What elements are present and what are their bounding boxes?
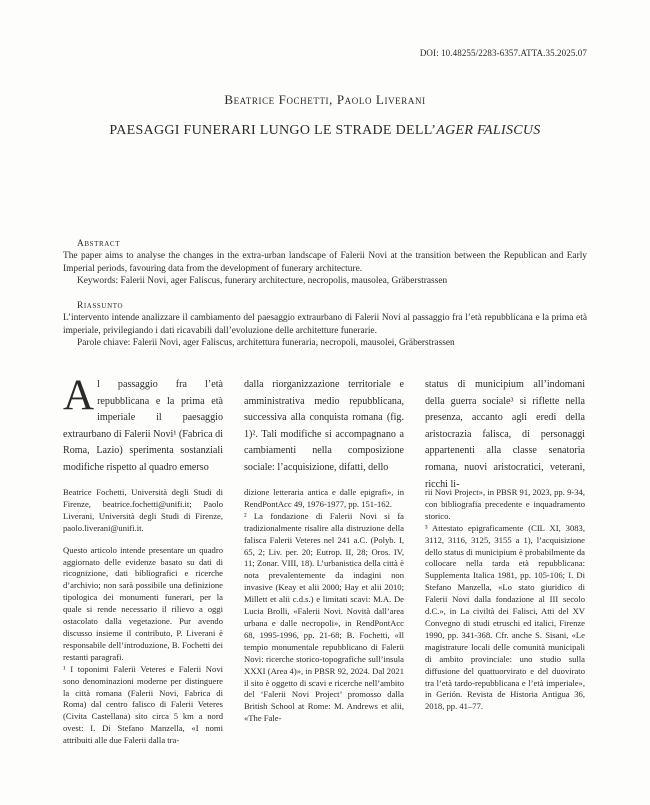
riassunto-keywords: Parole chiave: Falerii Novi, ager Faliscus, architettura funeraria, necropoli, mausolei, Gräberstrassen bbox=[77, 338, 455, 349]
abstract-text: The paper aims to analyse the changes in the extra-urban landscape of Falerii Novi at the transition between the Republican and Early Imperial periods, favouring data from the development of funerary architecture. bbox=[63, 251, 587, 274]
footnote-3: ³ Attestato epigraficamente (CIL XI, 3083, 3112, 3116, 3125, 3155 a 1), l’acquisizione dello status di municipium è probabilmente da collocare nella tarda età repubblicana: Supplementa Italica 1981, pp. 105-106; I. Di Stefano Manzella, «Lo stato giuridico di Falerii Novi dalla fondazione al III secolo d.C.», in La civiltà dei Falisci, Atti del XV Convegno di studi etruschi ed italici, Firenze 1990, pp. 341-368. Cfr. anche S. Sisani, «Le magistrature locali delle comunità municipali di ambito provinciale: uno studio sulla diffusione del quattuorvirato e del duovirato tra l’età tardo-repubblicana e l’età imperiale», in Gerión. Revista de Historia Antigua 36, 2018, pp. 41–77. bbox=[425, 522, 585, 712]
footnotes-column-3 bbox=[425, 487, 585, 713]
riassunto-text: L’intervento intende analizzare il cambiamento del paesaggio extraurbano di Falerii Novi al passaggio fra l’età repubblicana e la prima età imperiale, privilegiando i dati ricavabili dall’evoluzione delle architetture funerarie. bbox=[63, 313, 587, 336]
author-affiliations: Beatrice Fochetti, Università degli Studi di Firenze, beatrice.fochetti@unifi.it; Paolo Liverani, Università degli Studi di Firenze, paolo.liverani@unifi.it. bbox=[63, 487, 223, 533]
abstract-keywords: Keywords: Falerii Novi, ager Faliscus, funerary architecture, necropolis, mausolea, Gräberstrassen bbox=[77, 276, 448, 287]
body-column-1 bbox=[63, 372, 223, 477]
riassunto-heading: Riassunto bbox=[77, 301, 124, 311]
body-col1-text: l passaggio fra l’età repubblicana e la prima età imperiale il paesaggio extraurbano di Falerii Novi¹ (Fabrica di Roma, Lazio) sperimenta sostanziali modifiche rispetto al quadro emerso bbox=[63, 379, 223, 473]
title-italic: AGER FALISCUS bbox=[436, 123, 541, 138]
abstract-block bbox=[63, 238, 587, 288]
title-main: PAESAGGI FUNERARI LUNGO LE STRADE DELL’ bbox=[109, 123, 437, 138]
footnote-2: ² La fondazione di Falerii Novi si fa tradizionalmente risalire alla distruzione della falisca Falerii Veteres nel 241 a.C. (Polyb. I, 65, 2; Liv. per. 20; Eutrop. II, 28; Oros. IV, 11; Zonar. VIII, 18). L’urbanistica della città è nota prevalentemente da indagini non invasive (Keay et alii 2000; Hay et alii 2010; Millett et alii c.d.s.) e limitati scavi: M.A. De Lucia Brolli, «Falerii Novi. Novità dall’area urbana e dalle necropoli», in RendPontAcc 68, 1995-1996, pp. 21-68; B. Fochetti, «Il tempio monumentale repubblicano di Falerii Novi: ricerche storico-topografiche sull’insula XXXI (Area 4)», in PBSR 92, 2024. Dal 2021 il sito è oggetto di scavi e ricerche nell’ambito del ‘Falerii Novi Project’ promosso dalla British School at Rome: M. Andrews et alii, «The Fale- bbox=[244, 510, 404, 724]
footnotes-column-1 bbox=[63, 487, 223, 747]
body-column-3 bbox=[425, 377, 585, 493]
article-title bbox=[0, 123, 650, 139]
doi-label: DOI: 10.48255/2283-6357.ATTA.35.2025.07 bbox=[419, 48, 587, 58]
authors: Beatrice Fochetti, Paolo Liverani bbox=[224, 92, 426, 107]
footnote-2-continued: rii Novi Project», in PBSR 91, 2023, pp. 9-34, con bibliografia precedente e inquadramento storico. bbox=[425, 487, 585, 521]
footnote-1-continued: dizione letteraria antica e dalle epigrafi», in RendPontAcc 49, 1976-1977, pp. 151-162. bbox=[244, 487, 404, 509]
drop-cap: A bbox=[63, 372, 95, 419]
body-col2-text: dalla riorganizzazione territoriale e amministrativa medio repubblicana, successiva alla conquista romana (fig. 1)². Tali modifiche si accompagnano a cambiamenti nella composizione sociale: l’acquisizione, difatti, dello bbox=[244, 379, 404, 473]
footnote-1: ¹ I toponimi Falerii Veteres e Falerii Novi sono denominazioni moderne per distinguere la città romana (Falerii Novi, Fabrica di Roma) dal centro falisco di Falerii Veteres (Civita Castellana) sito circa 5 km a nord ovest: I. Di Stefano Manzella, «I nomi attribuiti alle due Falerii dalla tra- bbox=[63, 663, 223, 746]
footnotes-column-2 bbox=[244, 487, 404, 725]
body-col3-text: status di municipium all’indomani della guerra sociale³ si riflette nella presenza, accanto agli eredi della aristocrazia falisca, di personaggi appartenenti alla classe senatoria romana, nuovi aristocratici, veterani, ricchi li- bbox=[425, 379, 585, 490]
intro-note: Questo articolo intende presentare un quadro aggiornato delle evidenze basato su dati di ricognizione, dati bibliografici e ricerche d’archivio; non sarà possibile una definizione tipologica dei monumenti funerari, per la quale si rende necessario il rilievo a oggi ostacolato dalla vegetazione. Pur avendo discusso insieme il contributo, P. Liverani è responsabile dell’introduzione, B. Fochetti dei restanti paragrafi. bbox=[63, 544, 223, 662]
body-column-2 bbox=[244, 377, 404, 477]
abstract-heading: Abstract bbox=[77, 239, 121, 249]
riassunto-block bbox=[63, 300, 587, 350]
